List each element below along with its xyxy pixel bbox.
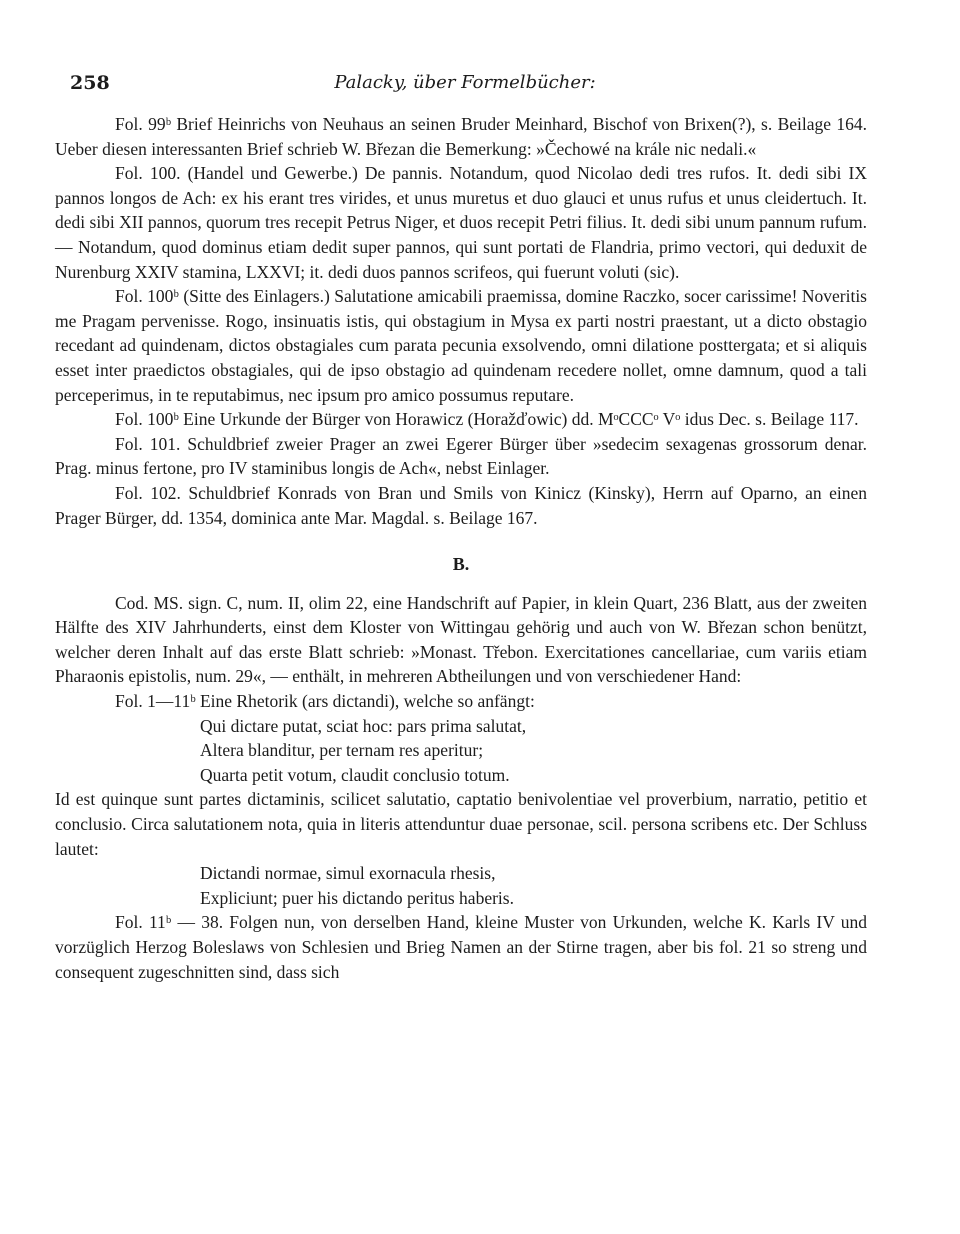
page-body (55, 112, 867, 984)
verse-line: Expliciunt; puer his dictando peritus haberis. (200, 887, 514, 908)
section-heading: B. (452, 554, 470, 575)
paragraph-fol-99b: Fol. 99ᵇ Brief Heinrichs von Neuhaus an seinen Bruder Meinhard, Bischof von Brixen(?), s. Beilage 164. Ueber diesen interessanten Brief schrieb W. Březan die Bemerkung: »Čechowé na krále nic nedali.« (55, 114, 867, 159)
paragraph-codex-intro: Cod. MS. sign. C, num. II, olim 22, eine Handschrift auf Papier, in klein Quart, 236 Blatt, aus der zweiten Hälfte des XIV Jahrhunderts, einst dem Kloster von Wittingau gehörig und auch von W. Březan schon benützt, welcher deren Inhalt auf das erste Blatt schrieb: »Monast. Třebon. Exercitationes cancellariae, cum variis etiam Pharaonis epistolis, num. 29«, — enthält, in mehreren Abtheilungen und von verschiedener Hand: (55, 592, 867, 687)
paragraph-fol-100b-urkunde: Fol. 100ᵇ Eine Urkunde der Bürger von Horawicz (Horažďowic) dd. MᵒCCCᵒ Vᵒ idus Dec. s. Beilage 117. (115, 409, 859, 430)
paragraph-fol-100: Fol. 100. (Handel und Gewerbe.) De pannis. Notandum, quod Nicolao dedi tres rufos. It. dedi sibi IX pannos longos de Ach: ex his erant tres virides, et unus muretus et duo glauci et unus rufus et unus cleidertuch. It. dedi sibi XII pannos, quorum tres recepit Petrus Niger, et duos recepit Petri filius. It. dedi sibi unum pannum rufum. — Notandum, quod dominus etiam dedit super pannos, qui sunt portati de Flandria, primo vectori, qui deduxit de Nurenburg XXIV stamina, LXXVI; it. dedi duos pannos scrifeos, qui fuerunt voluti (sic). (55, 163, 867, 282)
paragraph-after-verses: Id est quinque sunt partes dictaminis, scilicet salutatio, captatio benivolentiae vel proverbium, narratio, petitio et conclusio. Circa salutationem nota, quia in literis attenduntur duae personae, scil. persona scribens etc. Der Schluss lautet: (55, 789, 867, 859)
verse-line: Dictandi normae, simul exornacula rhesis, (200, 863, 496, 884)
paragraph-fol-11b-38: Fol. 11ᵇ — 38. Folgen nun, von derselben Hand, kleine Muster von Urkunden, welche K. Karls IV und vorzüglich Herzog Boleslaws von Schlesien und Brieg Namen an der Stirne tragen, aber bis fol. 21 so streng und consequent zugeschnitten sind, dass sich (55, 912, 867, 982)
page-header (70, 72, 860, 102)
running-title: Palacky, über Formelbücher: (334, 72, 596, 93)
verse-line: Quarta petit votum, claudit conclusio totum. (200, 764, 510, 785)
paragraph-fol-100b-einlager: Fol. 100ᵇ (Sitte des Einlagers.) Salutatione amicabili praemissa, domine Raczko, socer carissime! Noveritis me Pragam pervenisse. Rogo, insinuatis istis, qui obstagium in Mysa ex parti nostri praestant, ut a dicto obstagio recedant ad quindenam, dictos obstagiales cum parata pecunia exsolvendo, omni dilatione posttergata; et si aliquis esset inter praedictos obstagiales, qui de ipso obstagio ad quindenam recedere nollet, omne damnum, quod a tali perceperimus, in te reputabimus, nec ipsum pro amico possumus reputare. (55, 286, 867, 405)
verse-line: Altera blanditur, per ternam res aperitur; (200, 740, 484, 761)
paragraph-fol-101: Fol. 101. Schuldbrief zweier Prager an zwei Egerer Bürger über »sedecim sexagenas grossorum denar. Prag. minus fertone, pro IV staminibus longis de Ach«, nebst Einlager. (55, 433, 867, 479)
page-number: 258 (70, 72, 110, 94)
paragraph-rhetoric: Fol. 1—11ᵇ Eine Rhetorik (ars dictandi), welche so anfängt: (115, 691, 535, 712)
paragraph-fol-102: Fol. 102. Schuldbrief Konrads von Bran und Smils von Kinicz (Kinsky), Herrn auf Oparno, an einen Prager Bürger, dd. 1354, dominica ante Mar. Magdal. s. Beilage 167. (55, 482, 867, 528)
verse-line: Qui dictare putat, sciat hoc: pars prima salutat, (200, 715, 527, 736)
